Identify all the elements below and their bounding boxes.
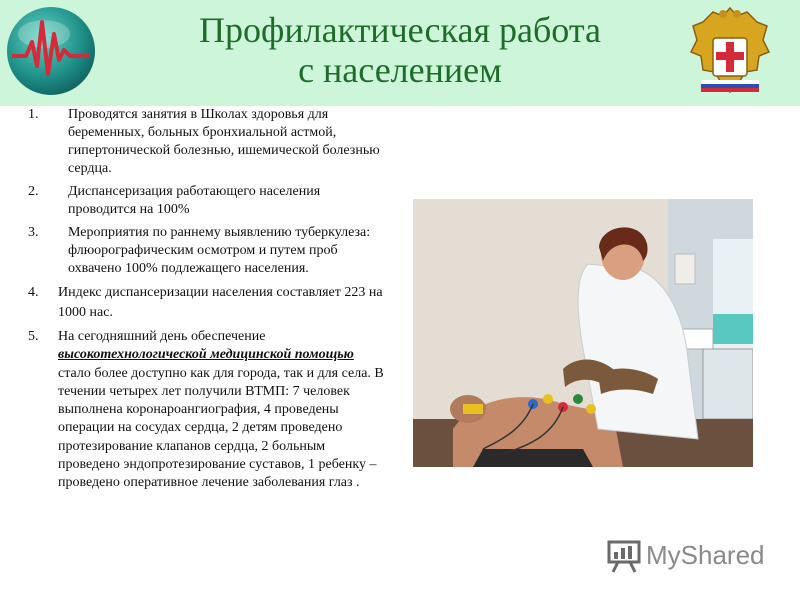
list-number: 1. xyxy=(28,107,39,122)
page-title xyxy=(110,10,690,90)
list-number: 2. xyxy=(28,184,39,199)
list-text-after: стало более доступно как для города, так и для села. В течении четырех лет получили ВТМП: 7 человек выполнена коронароангиография, 4 проведены операции на сосудах сердца, 2 детям проведено протезирование клапанов сердца, 2 больным проведено эндопротезирование суставов, 1 ребенку – проведено оперативное лечение заболевания глаз . xyxy=(58,365,384,491)
list-text-underlined: высокотехнологической медицинской помощью xyxy=(58,347,354,363)
header-banner xyxy=(0,0,800,106)
list-item xyxy=(28,328,390,493)
list-text: Проводятся занятия в Школах здоровья для беременных, больных бронхиальной астмой, гипертонической болезнью, ишемической болезнью сердца. xyxy=(68,107,380,176)
list-item xyxy=(28,183,390,219)
doctor-ecg-photo xyxy=(413,199,753,467)
list-number: 3. xyxy=(28,225,39,240)
myshared-watermark xyxy=(606,536,766,576)
medical-heartbeat-logo-icon xyxy=(4,4,98,98)
list-item xyxy=(28,106,390,178)
watermark-text: MyShared xyxy=(646,540,765,570)
list-text xyxy=(28,328,390,493)
presentation-board-icon xyxy=(606,538,642,574)
title-line-1: Профилактическая работа xyxy=(199,10,601,50)
list-item xyxy=(28,224,390,278)
eagle-emblem-icon xyxy=(683,0,777,100)
list-item xyxy=(28,283,390,323)
list-number: 4. xyxy=(28,285,39,300)
title-line-2: с населением xyxy=(298,50,502,90)
list-number: 5. xyxy=(28,329,39,344)
prevention-list xyxy=(28,106,390,498)
list-text-before: На сегодняшний день обеспечение xyxy=(58,329,266,344)
list-text: Индекс диспансеризации населения составляет 223 на 1000 нас. xyxy=(58,285,383,320)
list-text: Диспансеризация работающего населения проводится на 100% xyxy=(68,184,321,217)
list-text: Мероприятия по раннему выявлению туберкулеза: флюорографическим осмотром и путем проб охвачено 100% подлежащего населения. xyxy=(68,225,371,276)
